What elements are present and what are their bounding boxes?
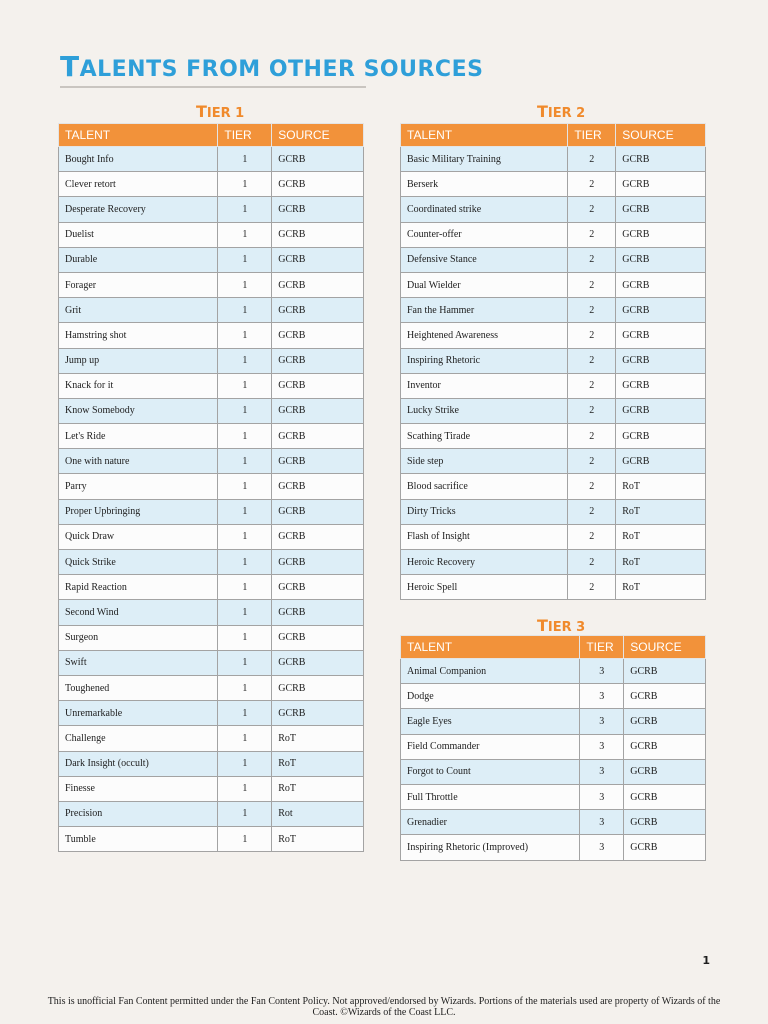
table-row (59, 776, 364, 801)
table-row (401, 147, 706, 172)
cell-tier: 1 (218, 272, 272, 297)
cell-source: GCRB (616, 247, 706, 272)
table-header-row (401, 636, 706, 659)
tier-2-table (400, 123, 706, 600)
table-row (401, 272, 706, 297)
cell-source: GCRB (272, 600, 364, 625)
cell-source: RoT (616, 524, 706, 549)
cell-source: RoT (272, 827, 364, 852)
cell-tier: 2 (568, 499, 616, 524)
cell-tier: 1 (218, 373, 272, 398)
cell-source: GCRB (616, 222, 706, 247)
cell-talent: Counter-offer (401, 222, 568, 247)
table-row (401, 197, 706, 222)
table-row (401, 474, 706, 499)
column-header-source: SOURCE (616, 124, 706, 147)
cell-tier: 3 (580, 734, 624, 759)
cell-tier: 3 (580, 709, 624, 734)
cell-talent: Berserk (401, 172, 568, 197)
cell-tier: 1 (218, 449, 272, 474)
cell-source: GCRB (624, 734, 706, 759)
table-row (59, 424, 364, 449)
cell-tier: 1 (218, 474, 272, 499)
cell-tier: 3 (580, 784, 624, 809)
cell-talent: Animal Companion (401, 659, 580, 684)
cell-talent: Quick Strike (59, 550, 218, 575)
table-row (401, 684, 706, 709)
cell-tier: 1 (218, 424, 272, 449)
cell-talent: Inspiring Rhetoric (Improved) (401, 835, 580, 860)
cell-tier: 1 (218, 675, 272, 700)
cell-tier: 2 (568, 449, 616, 474)
cell-source: GCRB (272, 575, 364, 600)
table-row (401, 835, 706, 860)
cell-tier: 1 (218, 323, 272, 348)
table-row (59, 499, 364, 524)
cell-tier: 2 (568, 575, 616, 600)
cell-talent: Blood sacrifice (401, 474, 568, 499)
cell-source: RoT (272, 751, 364, 776)
cell-tier: 3 (580, 835, 624, 860)
table-row (59, 600, 364, 625)
cell-source: GCRB (624, 659, 706, 684)
cell-tier: 3 (580, 684, 624, 709)
cell-source: GCRB (624, 709, 706, 734)
table-row (59, 348, 364, 373)
cell-talent: Desperate Recovery (59, 197, 218, 222)
cell-tier: 2 (568, 424, 616, 449)
cell-talent: Scathing Tirade (401, 424, 568, 449)
cell-source: GCRB (616, 298, 706, 323)
table-row (59, 675, 364, 700)
cell-talent: Flash of Insight (401, 524, 568, 549)
cell-tier: 1 (218, 801, 272, 826)
cell-tier: 2 (568, 272, 616, 297)
cell-talent: Forager (59, 272, 218, 297)
table-row (59, 197, 364, 222)
cell-talent: Dual Wielder (401, 272, 568, 297)
cell-source: GCRB (272, 197, 364, 222)
cell-source: GCRB (272, 323, 364, 348)
cell-talent: Dodge (401, 684, 580, 709)
cell-tier: 2 (568, 524, 616, 549)
table-row (59, 247, 364, 272)
cell-source: RoT (616, 474, 706, 499)
table-row (401, 222, 706, 247)
cell-talent: Fan the Hammer (401, 298, 568, 323)
cell-tier: 3 (580, 810, 624, 835)
cell-source: GCRB (616, 272, 706, 297)
cell-tier: 1 (218, 247, 272, 272)
cell-source: Rot (272, 801, 364, 826)
table-row (401, 524, 706, 549)
table-row (401, 398, 706, 423)
cell-source: GCRB (272, 247, 364, 272)
cell-source: GCRB (624, 835, 706, 860)
table-row (59, 373, 364, 398)
table-row (401, 499, 706, 524)
table-header-row (401, 124, 706, 147)
cell-talent: Dark Insight (occult) (59, 751, 218, 776)
cell-talent: Durable (59, 247, 218, 272)
table-row (401, 449, 706, 474)
page-title-initial: T (60, 50, 80, 83)
table-row (59, 751, 364, 776)
cell-tier: 1 (218, 348, 272, 373)
cell-talent: Inventor (401, 373, 568, 398)
cell-talent: Jump up (59, 348, 218, 373)
cell-tier: 2 (568, 398, 616, 423)
table-row (401, 323, 706, 348)
cell-source: GCRB (616, 424, 706, 449)
cell-tier: 3 (580, 759, 624, 784)
cell-source: RoT (616, 550, 706, 575)
cell-talent: Clever retort (59, 172, 218, 197)
cell-talent: Bought Info (59, 147, 218, 172)
cell-talent: Second Wind (59, 600, 218, 625)
cell-talent: Side step (401, 449, 568, 474)
cell-tier: 1 (218, 222, 272, 247)
cell-source: GCRB (272, 474, 364, 499)
cell-source: GCRB (272, 222, 364, 247)
table-row (59, 398, 364, 423)
cell-tier: 2 (568, 147, 616, 172)
cell-talent: Field Commander (401, 734, 580, 759)
cell-talent: Dirty Tricks (401, 499, 568, 524)
cell-tier: 3 (580, 659, 624, 684)
tier-2-label: TIER 2 (537, 102, 586, 121)
cell-talent: Proper Upbringing (59, 499, 218, 524)
column-header-tier: TIER (580, 636, 624, 659)
cell-talent: Coordinated strike (401, 197, 568, 222)
cell-talent: Swift (59, 650, 218, 675)
cell-tier: 1 (218, 499, 272, 524)
cell-source: GCRB (272, 701, 364, 726)
table-row (59, 272, 364, 297)
cell-talent: Defensive Stance (401, 247, 568, 272)
cell-tier: 1 (218, 398, 272, 423)
cell-source: GCRB (616, 348, 706, 373)
cell-talent: Duelist (59, 222, 218, 247)
cell-source: GCRB (272, 298, 364, 323)
cell-source: GCRB (624, 784, 706, 809)
cell-source: GCRB (616, 197, 706, 222)
cell-tier: 2 (568, 348, 616, 373)
cell-source: GCRB (272, 424, 364, 449)
tier-1-label: TIER 1 (196, 102, 245, 121)
cell-talent: Surgeon (59, 625, 218, 650)
table-row (59, 449, 364, 474)
cell-tier: 1 (218, 827, 272, 852)
table-row (401, 734, 706, 759)
cell-tier: 1 (218, 751, 272, 776)
cell-talent: Tumble (59, 827, 218, 852)
table-row (59, 147, 364, 172)
cell-talent: Heroic Recovery (401, 550, 568, 575)
cell-source: RoT (616, 499, 706, 524)
cell-source: RoT (272, 726, 364, 751)
table-row (59, 298, 364, 323)
cell-tier: 2 (568, 474, 616, 499)
cell-source: RoT (272, 776, 364, 801)
column-header-tier: TIER (568, 124, 616, 147)
column-header-source: SOURCE (624, 636, 706, 659)
cell-tier: 2 (568, 172, 616, 197)
table-row (401, 424, 706, 449)
cell-talent: Heightened Awareness (401, 323, 568, 348)
cell-source: GCRB (616, 323, 706, 348)
table-row (59, 222, 364, 247)
cell-talent: Knack for it (59, 373, 218, 398)
cell-talent: Lucky Strike (401, 398, 568, 423)
cell-source: GCRB (616, 449, 706, 474)
page-number: 1 (702, 954, 710, 967)
table-row (59, 650, 364, 675)
cell-talent: Finesse (59, 776, 218, 801)
cell-tier: 1 (218, 650, 272, 675)
table-row (59, 726, 364, 751)
table-row (401, 172, 706, 197)
legal-footer: This is unofficial Fan Content permitted under the Fan Content Policy. Not approved/endorsed by Wizards. Portions of the materials used are property of Wizards of the Coast. ©Wizards of the Coast LLC. (47, 996, 721, 1018)
cell-talent: Inspiring Rhetoric (401, 348, 568, 373)
column-header-talent: TALENT (401, 636, 580, 659)
cell-source: GCRB (272, 373, 364, 398)
column-header-tier: TIER (218, 124, 272, 147)
table-row (59, 474, 364, 499)
table-row (401, 298, 706, 323)
table-row (59, 801, 364, 826)
cell-source: GCRB (272, 398, 364, 423)
table-row (401, 247, 706, 272)
cell-tier: 1 (218, 524, 272, 549)
cell-talent: Know Somebody (59, 398, 218, 423)
cell-tier: 2 (568, 298, 616, 323)
cell-source: GCRB (616, 373, 706, 398)
cell-talent: Quick Draw (59, 524, 218, 549)
table-row (59, 524, 364, 549)
cell-tier: 2 (568, 222, 616, 247)
cell-talent: Hamstring shot (59, 323, 218, 348)
table-row (59, 172, 364, 197)
page-title (60, 50, 483, 83)
cell-tier: 2 (568, 197, 616, 222)
cell-tier: 1 (218, 575, 272, 600)
cell-talent: One with nature (59, 449, 218, 474)
cell-tier: 1 (218, 197, 272, 222)
table-row (401, 759, 706, 784)
cell-talent: Parry (59, 474, 218, 499)
tier-1-table (58, 123, 364, 852)
cell-talent: Precision (59, 801, 218, 826)
cell-source: GCRB (616, 147, 706, 172)
table-row (59, 701, 364, 726)
tier-3-label: TIER 3 (537, 616, 586, 635)
cell-talent: Toughened (59, 675, 218, 700)
cell-source: GCRB (272, 147, 364, 172)
cell-talent: Eagle Eyes (401, 709, 580, 734)
cell-source: GCRB (272, 499, 364, 524)
table-row (401, 373, 706, 398)
cell-source: GCRB (272, 348, 364, 373)
column-header-source: SOURCE (272, 124, 364, 147)
table-row (59, 827, 364, 852)
cell-source: GCRB (272, 524, 364, 549)
table-row (59, 550, 364, 575)
cell-tier: 2 (568, 550, 616, 575)
cell-tier: 2 (568, 247, 616, 272)
cell-talent: Rapid Reaction (59, 575, 218, 600)
cell-talent: Heroic Spell (401, 575, 568, 600)
table-row (59, 625, 364, 650)
cell-tier: 1 (218, 550, 272, 575)
cell-source: GCRB (616, 398, 706, 423)
cell-source: GCRB (272, 650, 364, 675)
cell-talent: Forgot to Count (401, 759, 580, 784)
table-row (401, 810, 706, 835)
cell-tier: 1 (218, 776, 272, 801)
cell-source: GCRB (624, 684, 706, 709)
cell-source: GCRB (272, 675, 364, 700)
table-row (401, 709, 706, 734)
table-row (59, 575, 364, 600)
column-header-talent: TALENT (59, 124, 218, 147)
tier-3-table (400, 635, 706, 861)
cell-source: GCRB (272, 272, 364, 297)
cell-source: GCRB (272, 172, 364, 197)
cell-talent: Let's Ride (59, 424, 218, 449)
cell-source: GCRB (272, 550, 364, 575)
cell-tier: 1 (218, 726, 272, 751)
cell-source: RoT (616, 575, 706, 600)
cell-source: GCRB (272, 449, 364, 474)
cell-tier: 1 (218, 701, 272, 726)
cell-talent: Grenadier (401, 810, 580, 835)
table-row (401, 659, 706, 684)
cell-tier: 1 (218, 600, 272, 625)
table-row (401, 784, 706, 809)
cell-talent: Basic Military Training (401, 147, 568, 172)
title-underline (60, 86, 366, 88)
table-row (401, 575, 706, 600)
cell-tier: 2 (568, 323, 616, 348)
cell-source: GCRB (272, 625, 364, 650)
cell-talent: Full Throttle (401, 784, 580, 809)
cell-source: GCRB (624, 759, 706, 784)
cell-talent: Unremarkable (59, 701, 218, 726)
table-row (401, 550, 706, 575)
page-title-rest: ALENTS FROM OTHER SOURCES (79, 57, 484, 82)
cell-tier: 1 (218, 625, 272, 650)
cell-tier: 1 (218, 172, 272, 197)
table-row (59, 323, 364, 348)
table-header-row (59, 124, 364, 147)
cell-tier: 1 (218, 298, 272, 323)
cell-tier: 2 (568, 373, 616, 398)
cell-tier: 1 (218, 147, 272, 172)
table-row (401, 348, 706, 373)
cell-source: GCRB (624, 810, 706, 835)
cell-talent: Challenge (59, 726, 218, 751)
column-header-talent: TALENT (401, 124, 568, 147)
cell-source: GCRB (616, 172, 706, 197)
cell-talent: Grit (59, 298, 218, 323)
